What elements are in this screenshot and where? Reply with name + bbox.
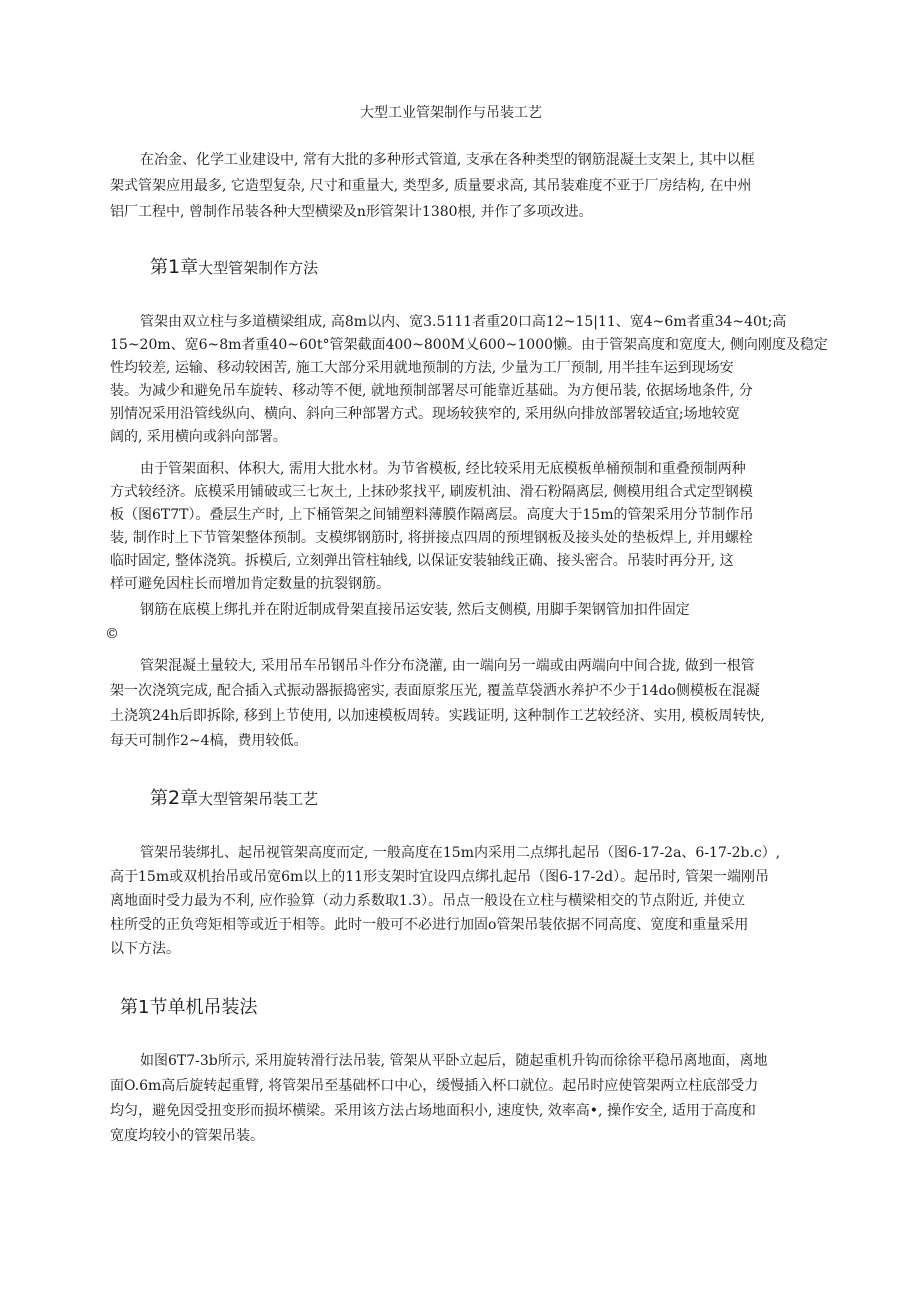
paragraph-line: 阔的, 采用横向或斜向部署。 (110, 429, 287, 445)
paragraph-line: 土浇筑24h后即拆除, 移到上节使用, 以加速模板周转。实践证明, 这种制作工艺较经济、实用, 模板周转快, (110, 708, 765, 724)
paragraph-line: 管架由双立柱与多道横梁组成, 高8m以内、宽3.5111者重20口高12~15|11、宽4~6m者重34~40t;高 (140, 314, 787, 330)
paragraph-line: 由于管架面积、体积大, 需用大批水材。为节省模板, 经比较采用无底模板单桶预制和重叠预制两种 (140, 461, 746, 477)
document-title: 大型工业管架制作与吊装工艺 (360, 105, 542, 121)
chapter-2-heading: 第2章大型管架吊装工艺 (150, 787, 319, 809)
paragraph-line: © (105, 626, 119, 642)
paragraph-line: 性均较差, 运输、移动较困苦, 施工大部分采用就地预制的方法, 少量为工厂预制, 用半挂车运到现场安 (110, 360, 734, 376)
paragraph-line: 均匀，避免因受扭变形而损坏横梁。采用该方法占场地面积小, 速度快, 效率高•, 操作安全, 适用于高度和 (110, 1103, 756, 1119)
paragraph-line: 每天可制作2~4槁，费用较低。 (110, 733, 308, 749)
paragraph-line: 如图6T7-3b所示, 采用旋转滑行法吊装, 管架从平卧立起后，随起重机升钩而徐徐平稳吊离地面，离地 (140, 1053, 768, 1069)
paragraph-line: 15~20m、宽6~8m者重40~60t°管架截面400~800M乂600~1000懒。由于管架高度和宽度大, 侧向刚度及稳定 (110, 337, 828, 353)
paragraph-line: 钢筋在底模上绑扎并在附近制成骨架直接吊运安装, 然后支侧模, 用脚手架钢管加扣件固定 (140, 602, 690, 618)
paragraph-line: 柱所受的正负弯矩相等或近于相等。此时一般可不必进行加固o管架吊装依据不同高度、宽度和重量采用 (110, 917, 749, 933)
paragraph-line: 样可避免因柱长而增加肯定数量的抗裂钢筋。 (110, 576, 390, 592)
paragraph-line: 板（图6T7T）。叠层生产时, 上下桶管架之间铺塑料薄膜作隔离层。高度大于15m的管架采用分节制作吊 (110, 507, 754, 523)
paragraph-line: 装, 制作时上下节管架整体预制。支模绑钢筋时, 将拼接点四周的预埋钢板及接头处的垫板焊上, 并用螺栓 (110, 530, 753, 546)
paragraph-line: 别情况采用沿管线纵向、横向、斜向三种部署方式。现场较狭窄的, 采用纵向排放部署较适宜;场地较宽 (110, 406, 740, 422)
paragraph-line: 以下方法。 (110, 941, 180, 957)
paragraph-line: 临时固定, 整体浇筑。拆模后, 立刻弹出管柱轴线, 以保证安装轴线正确、接头密合。吊装时再分开, 这 (110, 553, 734, 569)
section-1-heading: 第1节单机吊装法 (120, 997, 258, 1018)
intro-line: 铝厂工程中, 曾制作吊装各种大型横梁及n形管架计1380根, 并作了多项改进。 (110, 204, 593, 220)
paragraph-line: 高于15m或双机抬吊或吊宽6m以上的11形支架时宜设四点绑扎起吊（图6-17-2d）。起吊时, 管架一端刚吊 (110, 869, 770, 885)
intro-line: 架式管架应用最多, 它造型复杂, 尺寸和重量大, 类型多, 质量要求高, 其吊装难度不亚于厂房结构, 在中州 (110, 178, 752, 194)
paragraph-line: 离地面时受力最为不利, 应作验算（动力系数取1.3）。吊点一般设在立柱与横梁相交的节点附近, 并使立 (110, 893, 746, 909)
paragraph-line: 宽度均较小的管架吊装。 (110, 1128, 264, 1144)
paragraph-line: 面O.6m高后旋转起重臂, 将管架吊至基础杯口中心，缓慢插入杯口就位。起吊时应使管架两立柱底部受力 (110, 1078, 759, 1094)
paragraph-line: 架一次浇筑完成, 配合插入式振动器振捣密实, 表面原浆压光, 覆盖草袋洒水养护不少于14do侧模板在混凝 (110, 683, 760, 699)
paragraph-line: 方式较经济。底模采用铺破或三七灰土, 上抹砂浆找平, 刷废机油、滑石粉隔离层, 侧模用组合式定型钢模 (110, 484, 753, 500)
paragraph-line: 管架混凝土量较大, 采用吊车吊钢吊斗作分布浇灌, 由一端向另一端或由两端向中间合拢, 做到一根管 (140, 658, 755, 674)
paragraph-line: 装。为减少和避免吊车旋转、移动等不便, 就地预制部署尽可能靠近基础。为方便吊装, 依据场地条件, 分 (110, 383, 753, 399)
paragraph-line: 管架吊装绑扎、起吊视管架高度而定, 一般高度在15m内采用二点绑扎起吊（图6-17-2a、6-17-2b.c）, (140, 845, 781, 861)
intro-line: 在冶金、化学工业建设中, 常有大批的多种形式管道, 支承在各种类型的钢筋混凝土支架上, 其中以框 (140, 152, 755, 168)
chapter-1-heading: 第1章大型管架制作方法 (150, 256, 319, 278)
